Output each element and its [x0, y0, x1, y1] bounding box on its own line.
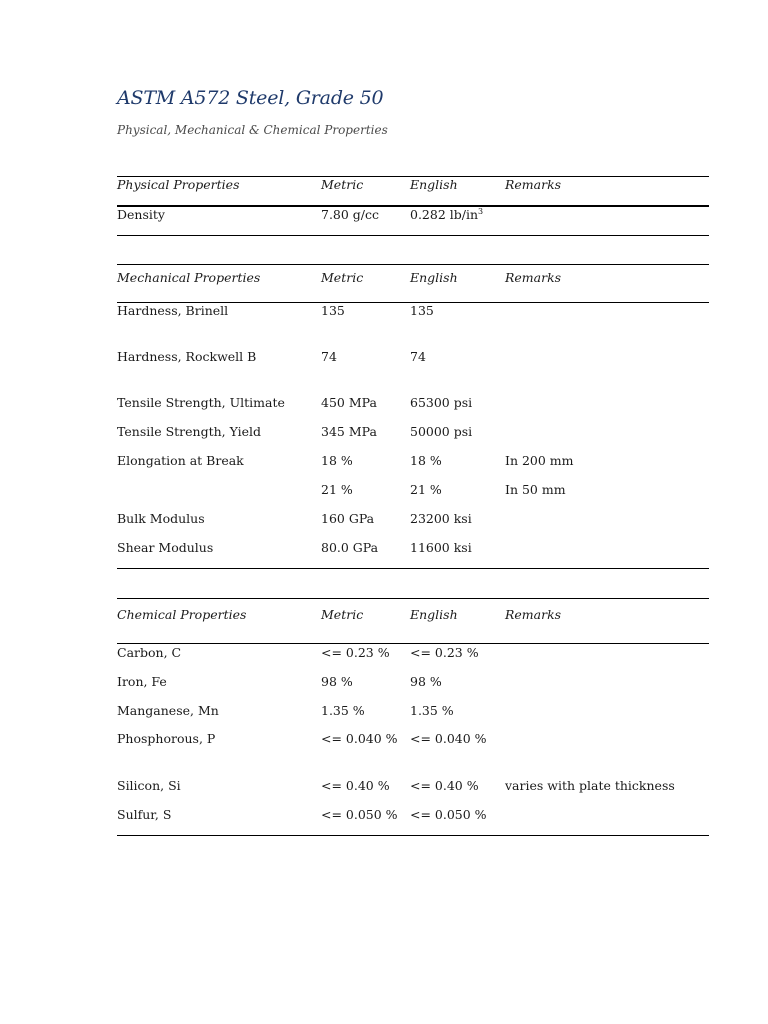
table-row-english: <= 0.23 %: [410, 645, 479, 660]
table-row-english: 74: [410, 349, 426, 364]
table-row-label: Sulfur, S: [117, 807, 172, 822]
table-row-english: 18 %: [410, 453, 442, 468]
table-row-metric: <= 0.40 %: [321, 778, 390, 793]
table-row-label: Phosphorous, P: [117, 731, 216, 746]
chemical-header-property: Chemical Properties: [117, 607, 247, 622]
table-row-metric: <= 0.050 %: [321, 807, 398, 822]
table-row-metric: 160 GPa: [321, 511, 375, 526]
table-row-english: <= 0.050 %: [410, 807, 487, 822]
table-row-label: Tensile Strength, Yield: [117, 424, 262, 439]
mechanical-header-property: Mechanical Properties: [117, 270, 261, 285]
table-row-label: Hardness, Rockwell B: [117, 349, 257, 364]
table-row-remarks: In 200 mm: [505, 453, 574, 468]
page-title: ASTM A572 Steel, Grade 50: [117, 87, 384, 109]
physical-header-remarks: Remarks: [505, 177, 562, 192]
table-row-label: Silicon, Si: [117, 778, 181, 793]
table-row-metric: 21 %: [321, 482, 353, 497]
table-row-label: Bulk Modulus: [117, 511, 205, 526]
mechanical-header-remarks: Remarks: [505, 270, 562, 285]
table-row-metric: 450 MPa: [321, 395, 377, 410]
table-row-english: 23200 ksi: [410, 511, 472, 526]
mechanical-header-metric: Metric: [321, 270, 364, 285]
table-rule: [117, 264, 709, 265]
table-row-metric: 1.35 %: [321, 703, 365, 718]
table-row-metric: 80.0 GPa: [321, 540, 379, 555]
table-row-english: 11600 ksi: [410, 540, 472, 555]
density-label: Density: [117, 207, 165, 222]
density-english-value: 0.282 lb/in: [410, 207, 479, 222]
table-row-metric: 98 %: [321, 674, 353, 689]
table-row-metric: 345 MPa: [321, 424, 377, 439]
chemical-header-english: English: [410, 607, 458, 622]
table-rule: [117, 235, 709, 236]
table-row-metric: 135: [321, 303, 345, 318]
table-row-english: <= 0.040 %: [410, 731, 487, 746]
table-row-label: Hardness, Brinell: [117, 303, 229, 318]
table-row-english: 65300 psi: [410, 395, 473, 410]
table-rule: [117, 568, 709, 569]
physical-header-property: Physical Properties: [117, 177, 240, 192]
table-row-remarks: varies with plate thickness: [505, 778, 675, 793]
table-row-remarks: In 50 mm: [505, 482, 566, 497]
table-rule: [117, 835, 709, 836]
table-row-english: 21 %: [410, 482, 442, 497]
table-row-label: Elongation at Break: [117, 453, 244, 468]
table-rule: [117, 598, 709, 599]
mechanical-header-english: English: [410, 270, 458, 285]
page-subtitle: Physical, Mechanical & Chemical Properties: [117, 123, 388, 137]
table-row-metric: <= 0.040 %: [321, 731, 398, 746]
table-row-label: Manganese, Mn: [117, 703, 219, 718]
table-row-english: 1.35 %: [410, 703, 454, 718]
table-row-label: Tensile Strength, Ultimate: [117, 395, 285, 410]
table-row-english: 135: [410, 303, 434, 318]
table-row-english: 50000 psi: [410, 424, 473, 439]
table-row-metric: <= 0.23 %: [321, 645, 390, 660]
physical-header-metric: Metric: [321, 177, 364, 192]
table-row-label: Shear Modulus: [117, 540, 214, 555]
density-english-exponent: 3: [478, 206, 484, 216]
table-row-label: Carbon, C: [117, 645, 182, 660]
chemical-header-remarks: Remarks: [505, 607, 562, 622]
table-row-label: Iron, Fe: [117, 674, 167, 689]
physical-header-english: English: [410, 177, 458, 192]
table-row-english: 98 %: [410, 674, 442, 689]
table-row-metric: 74: [321, 349, 337, 364]
density-metric: 7.80 g/cc: [321, 207, 380, 222]
table-row-metric: 18 %: [321, 453, 353, 468]
table-row-english: <= 0.40 %: [410, 778, 479, 793]
density-english: [410, 208, 483, 222]
chemical-header-metric: Metric: [321, 607, 364, 622]
table-rule: [117, 643, 709, 644]
